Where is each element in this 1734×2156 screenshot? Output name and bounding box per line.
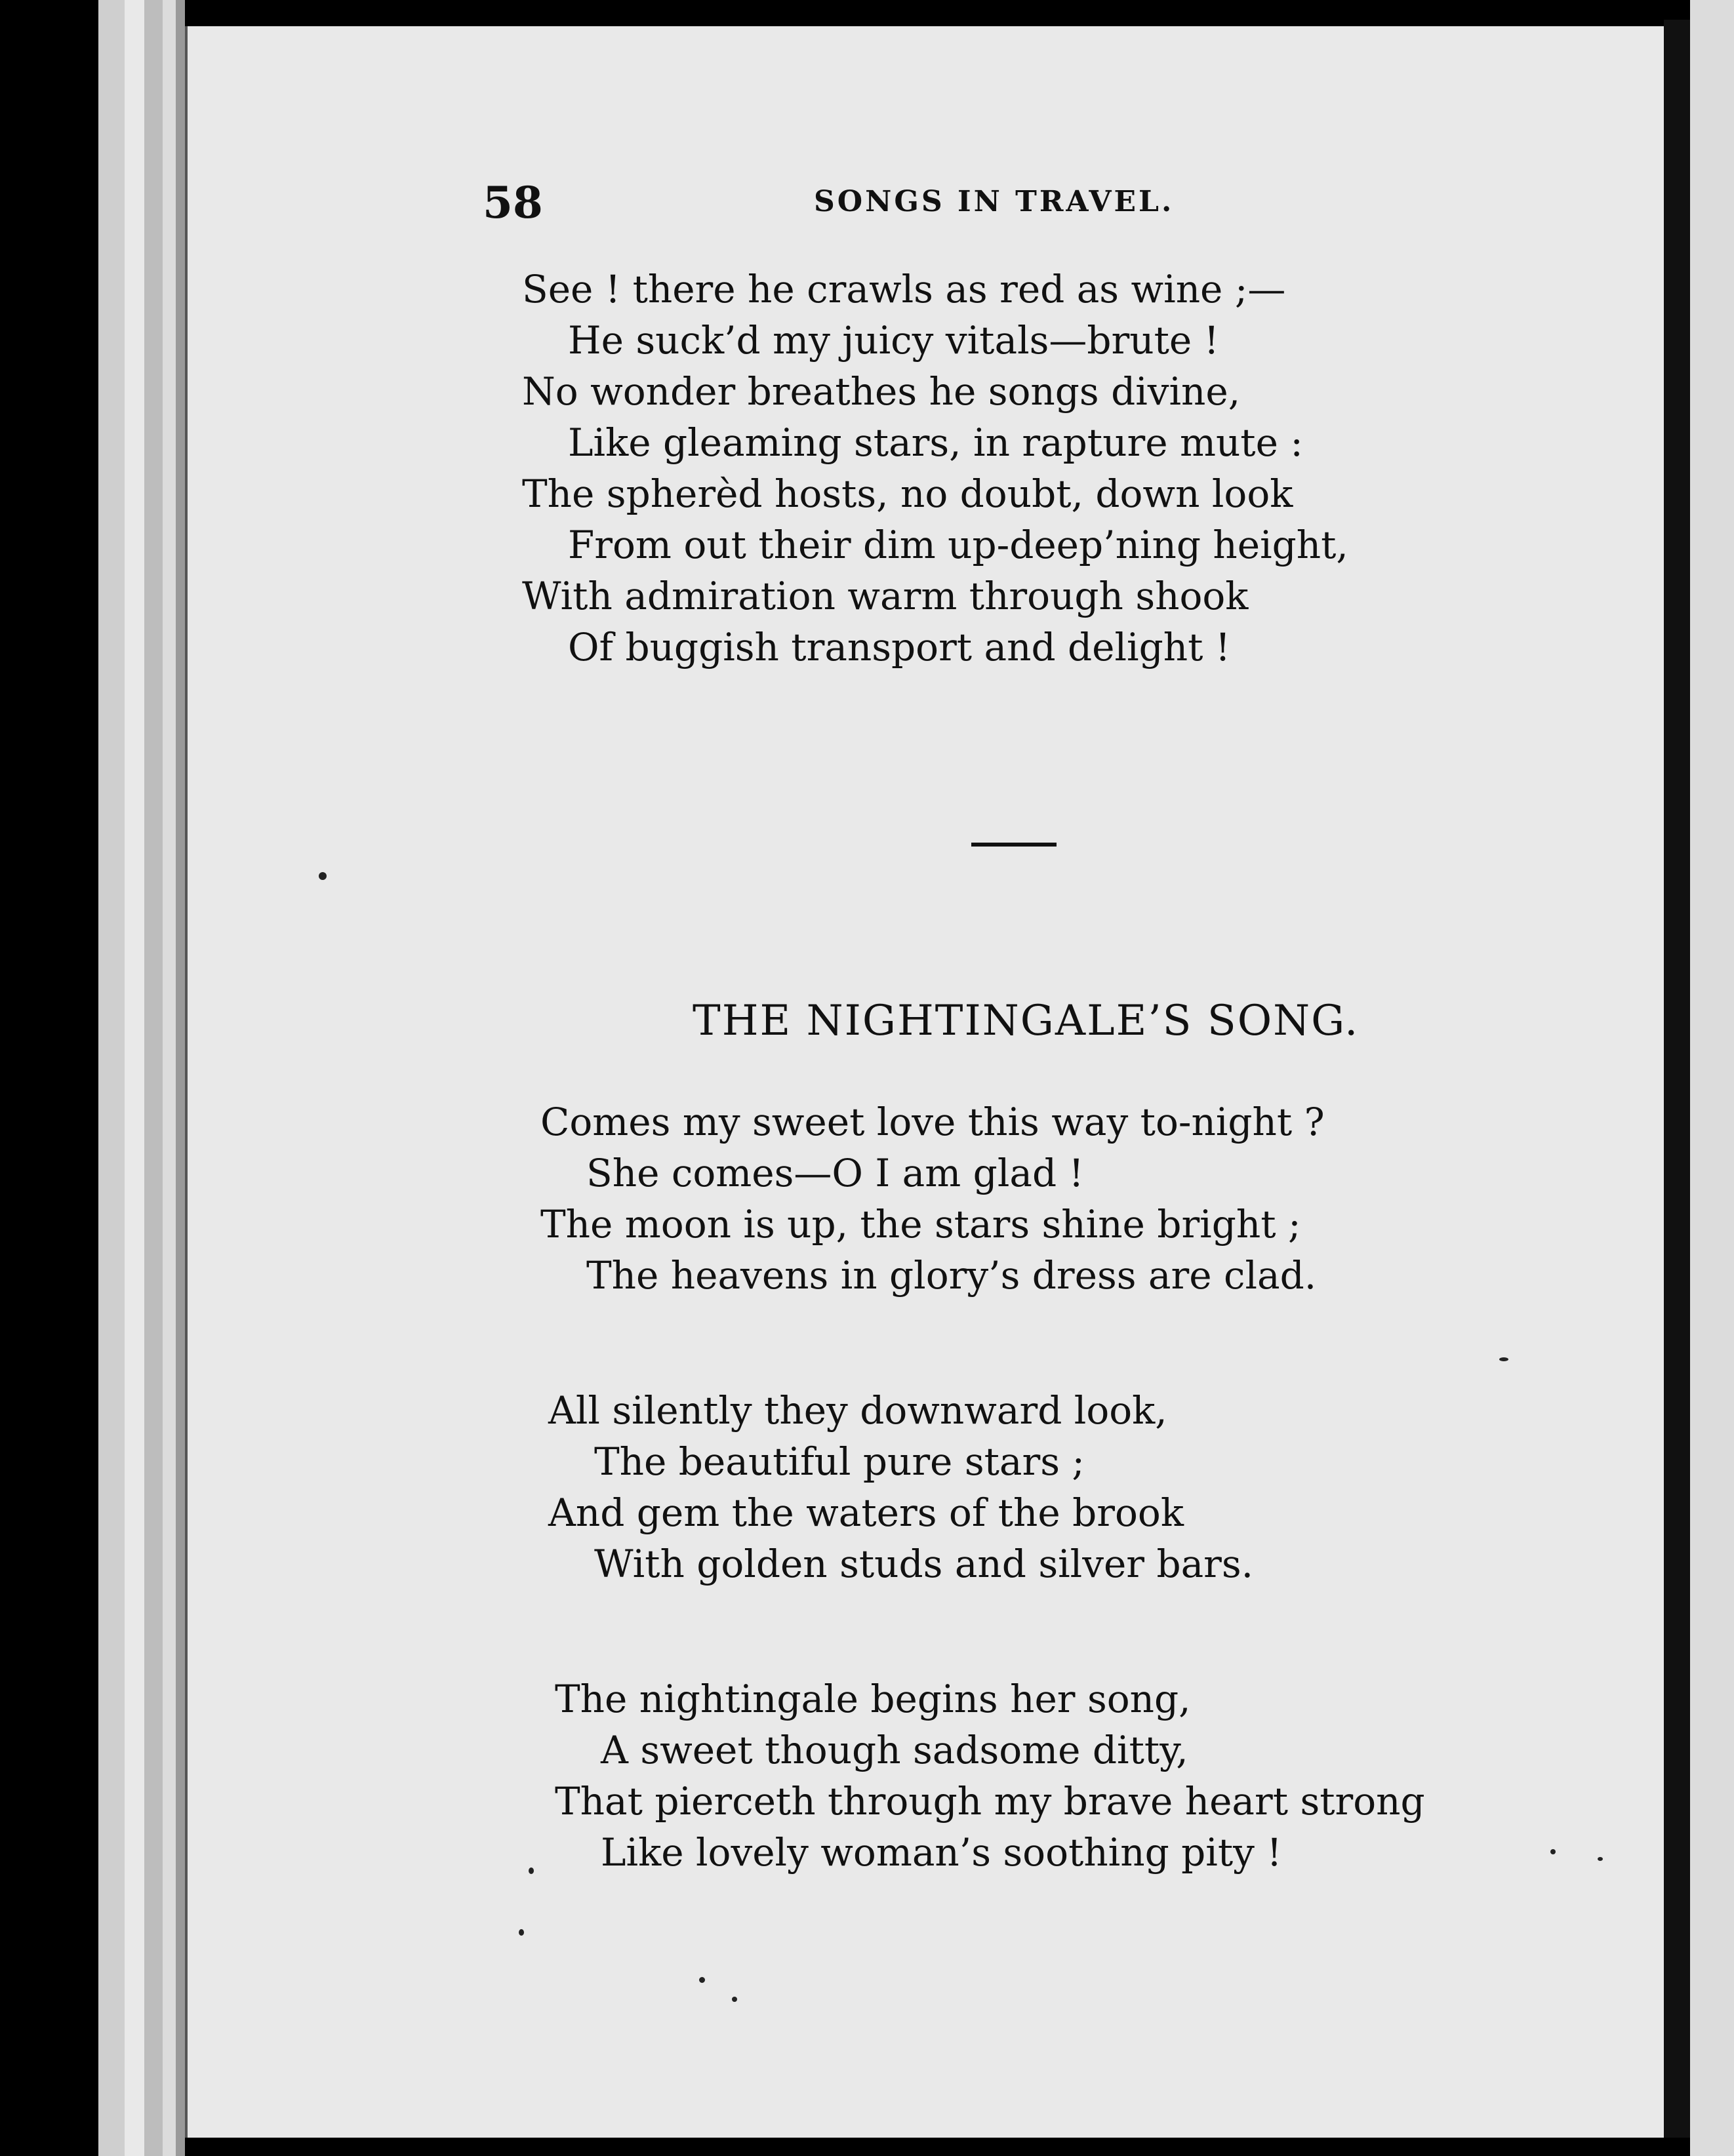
scan-speck [699, 1977, 705, 1983]
page-number: 58 [483, 177, 543, 228]
verse-line: That pierceth through my brave heart strong [555, 1779, 1425, 1824]
verse-line: He suck’d my juicy vitals—brute ! [568, 318, 1219, 363]
verse-line: See ! there he crawls as red as wine ;— [522, 267, 1286, 311]
scan-speck [319, 872, 327, 880]
verse-line: A sweet though sadsome ditty, [601, 1728, 1188, 1772]
stanza [555, 1673, 1425, 1878]
running-head [188, 177, 1666, 230]
verse-line: From out their dim up-deep’ning height, [568, 523, 1348, 567]
verse-line: Like gleaming stars, in rapture mute : [568, 420, 1303, 465]
page-edge [125, 0, 144, 2156]
stanza [522, 264, 1348, 673]
poem-title: THE NIGHTINGALE’S SONG. [693, 997, 1360, 1045]
page-edge [163, 0, 176, 2156]
section-divider [971, 843, 1057, 847]
verse-line: The nightingale begins her song, [555, 1677, 1191, 1721]
page-edge [98, 0, 125, 2156]
scan-speck [529, 1867, 534, 1874]
verse-line: All silently they downward look, [548, 1388, 1167, 1433]
scan-speck [1499, 1357, 1508, 1361]
book-page [185, 26, 1666, 2138]
verse-line: Comes my sweet love this way to-night ? [540, 1100, 1325, 1144]
scan-speck [1598, 1857, 1603, 1861]
scan-speck [1550, 1849, 1556, 1854]
verse-line: No wonder breathes he songs divine, [522, 369, 1241, 414]
verse-line: With golden studs and silver bars. [594, 1542, 1254, 1586]
stanza [548, 1385, 1253, 1589]
verse-line: Like lovely woman’s soothing pity ! [601, 1830, 1282, 1875]
verse-line: The heavens in glory’s dress are clad. [586, 1253, 1317, 1298]
page-edge [176, 0, 185, 2156]
scan-speck [732, 1997, 737, 2002]
verse-line: And gem the waters of the brook [548, 1490, 1184, 1535]
adjacent-page-edge [1690, 0, 1734, 2156]
verse-line: With admiration warm through shook [522, 574, 1249, 618]
stanza [540, 1096, 1325, 1301]
scan-speck [519, 1929, 524, 1936]
running-title: SONGS IN TRAVEL. [814, 185, 1175, 218]
verse-line: Of buggish transport and delight ! [568, 625, 1231, 669]
page-gutter-shadow [1664, 20, 1690, 2138]
verse-line: The beautiful pure stars ; [594, 1439, 1085, 1484]
verse-line: She comes—O I am glad ! [586, 1151, 1084, 1195]
verse-line: The moon is up, the stars shine bright ; [540, 1202, 1301, 1247]
page-edge [144, 0, 163, 2156]
verse-line: The spherèd hosts, no doubt, down look [522, 471, 1293, 516]
